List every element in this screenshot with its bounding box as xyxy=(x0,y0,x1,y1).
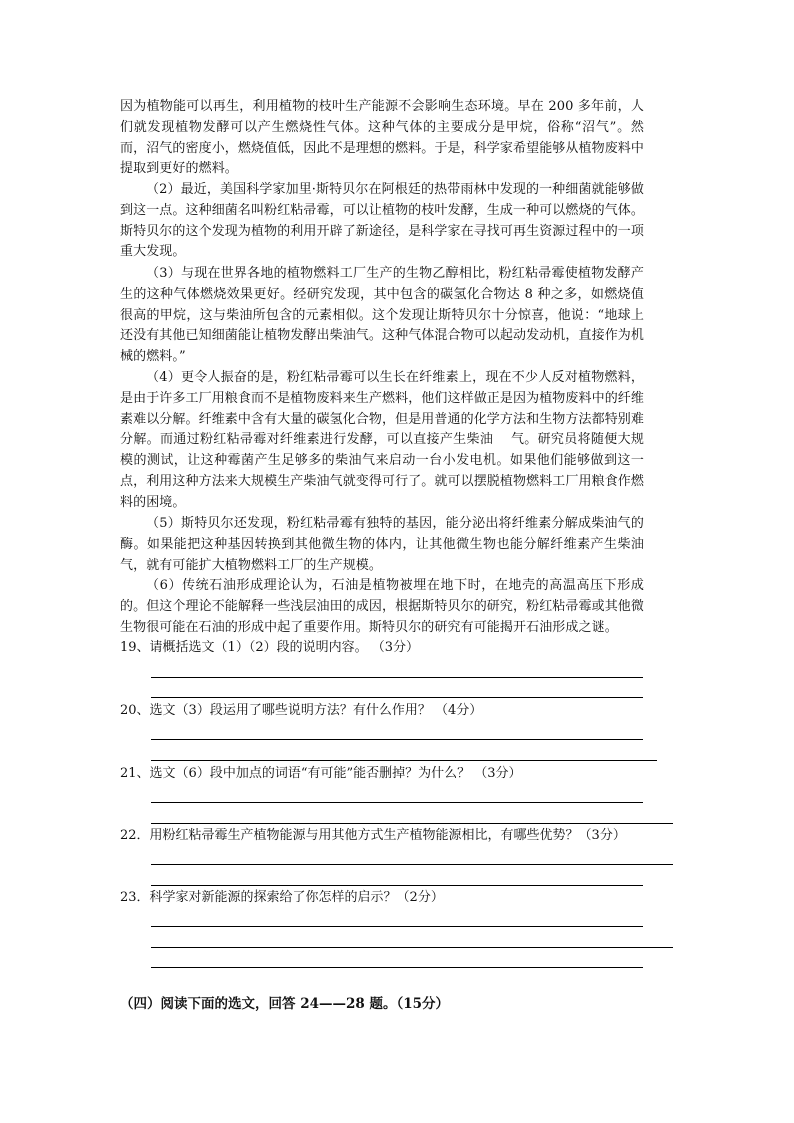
answer-line[interactable] xyxy=(151,677,643,678)
answer-line[interactable] xyxy=(151,967,643,968)
question-19: 19、请概括选文（1）（2）段的说明内容。 （3分） xyxy=(120,640,419,655)
answer-line[interactable] xyxy=(151,885,643,886)
paragraph-3: （3）与现在世界各地的植物燃料工厂生产的生物乙醇相比，粉红粘帚霉使植物发酵产生的这种气体燃烧效果更好。经研究发现，其中包含的碳氢化合物达 8 种之多，如燃烧值很高的甲烷，这与柴油所包含的元素相似。这个发现让斯特贝尔十分惊喜，他说：“地球上还没有其他已知细菌能让植物发酵出柴油气。这种气体混合物可以起动发动机，直接作为机械的燃料。” xyxy=(120,266,645,365)
question-21: 21、选文（6）段中加点的词语“有可能”能否删掉？为什么？ （3分） xyxy=(120,766,522,781)
question-22: 22．用粉红粘帚霉生产植物能源与用其他方式生产植物能源相比，有哪些优势？（3分） xyxy=(120,828,626,843)
answer-line[interactable] xyxy=(151,864,673,865)
answer-line[interactable] xyxy=(151,926,643,927)
answer-line[interactable] xyxy=(151,823,673,824)
question-23: 23．科学家对新能源的探索给了你怎样的启示？（2分） xyxy=(120,890,444,905)
paragraph-5: （5）斯特贝尔还发现，粉红粘帚霉有独特的基因，能分泌出将纤维素分解成柴油气的酶。如果能把这种基因转换到其他微生物的体内，让其他微生物也能分解纤维素产生柴油气，就有可能扩大植物燃料工厂的生产规模。 xyxy=(120,516,644,573)
answer-line[interactable] xyxy=(151,802,643,803)
answer-line[interactable] xyxy=(151,739,643,740)
answer-line[interactable] xyxy=(151,947,673,948)
section-heading: （四）阅读下面的选文，回答 24——28 题。（15分） xyxy=(120,996,450,1012)
paragraph-4: （4）更令人振奋的是，粉红粘帚霉可以生长在纤维素上，现在不少人反对植物燃料，是由于许多工厂用粮食而不是植物废料来生产燃料，他们这样做正是因为植物废料中的纤维素难以分解。纤维素中含有大量的碳氢化合物，但是用普通的化学方法和生物方法都特别难分解。而通过粉红粘帚霉对纤维素进行发酵，可以直接产生柴油 气。研究员将随便大规模的测试，让这种霉菌产生足够多的柴油气来启动一台小发电机。如果他们能够做到这一点，利用这种方法来大规模生产柴油气就变得可行了。就可以摆脱植物燃料工厂用粮食作燃料的困境。 xyxy=(120,370,645,510)
question-20: 20、选文（3）段运用了哪些说明方法？有什么作用？ （4分） xyxy=(120,703,483,718)
paragraph-2: （2）最近，美国科学家加里·斯特贝尔在阿根廷的热带雨林中发现的一种细菌就能够做到这一点。这种细菌名叫粉红粘帚霉，可以让植物的枝叶发酵，生成一种可以燃烧的气体。斯特贝尔的这个发现为植物的利用开辟了新途径，是科学家在寻找可再生资源过程中的一项重大发现。 xyxy=(120,182,645,260)
paragraph-6: （6）传统石油形成理论认为，石油是植物被埋在地下时，在地壳的高温高压下形成的。但这个理论不能解释一些浅层油田的成因，根据斯特贝尔的研究，粉红粘帚霉或其他微生物很可能在石油的形成中起了重要作用。斯特贝尔的研究有可能揭开石油形成之谜。 xyxy=(120,578,645,635)
paragraph-1-continued: 因为植物能可以再生，利用植物的枝叶生产能源不会影响生态环境。早在 200 多年前，人们就发现植物发酵可以产生燃烧性气体。这种气体的主要成分是甲烷，俗称“沼气”。然而，沼气的密度小，燃烧值低，因此不是理想的燃料。于是，科学家希望能够从植物废料中提取到更好的燃料。 xyxy=(120,99,645,177)
answer-line[interactable] xyxy=(151,697,643,698)
answer-line[interactable] xyxy=(151,760,657,761)
